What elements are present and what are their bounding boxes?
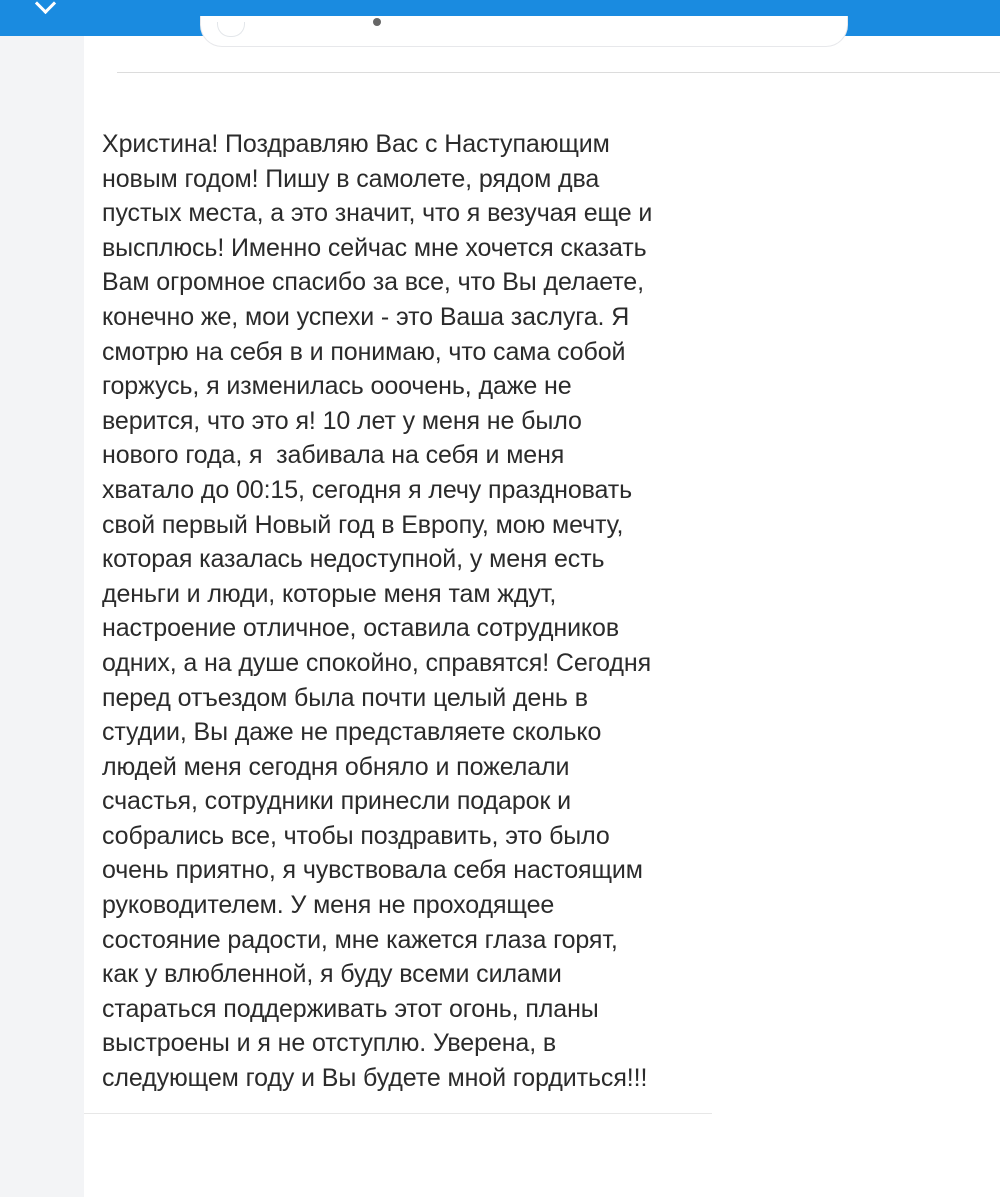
left-sidebar-gutter bbox=[0, 36, 84, 1197]
message-bottom-divider bbox=[84, 1113, 712, 1114]
chevron-down-icon[interactable] bbox=[35, 0, 56, 14]
header-divider bbox=[117, 72, 1000, 73]
search-field-text-fragment bbox=[373, 18, 381, 26]
message-body-text: Христина! Поздравляю Вас с Наступающим новым годом! Пишу в самолете, рядом два пустых места, а это значит, что я везучая еще и высплюсь! Именно сейчас мне хочется сказать Вам огромное спасибо за все, что Вы делаете, конечно же, мои успехи - это Ваша заслуга. Я смотрю на себя в и понимаю, что сама собой горжусь, я изменилась ооочень, даже не верится, что это я! 10 лет у меня не было нового года, я забивала на себя и меня хватало до 00:15, сегодня я лечу праздновать свой первый Новый год в Европу, мою мечту, которая казалась недоступной, у меня есть деньги и люди, которые меня там ждут, настроение отличное, оставила сотрудников одних, а на душе спокойно, справятся! Сегодня перед отъездом была почти целый день в студии, Вы даже не представляете сколько людей меня сегодня обняло и пожелали счастья, сотрудники принесли подарок и собрались все, чтобы поздравить, это было очень приятно, я чувствовала себя настоящим руководителем. У меня не проходящее состояние радости, мне кажется глаза горят, как у влюбленной, я буду всеми силами стараться поддерживать этот огонь, планы выстроены и я не отступлю. Уверена, в следующем году и Вы будете мной гордиться!!! bbox=[102, 130, 653, 1093]
avatar bbox=[217, 22, 245, 37]
search-field-remnant[interactable] bbox=[200, 16, 848, 47]
